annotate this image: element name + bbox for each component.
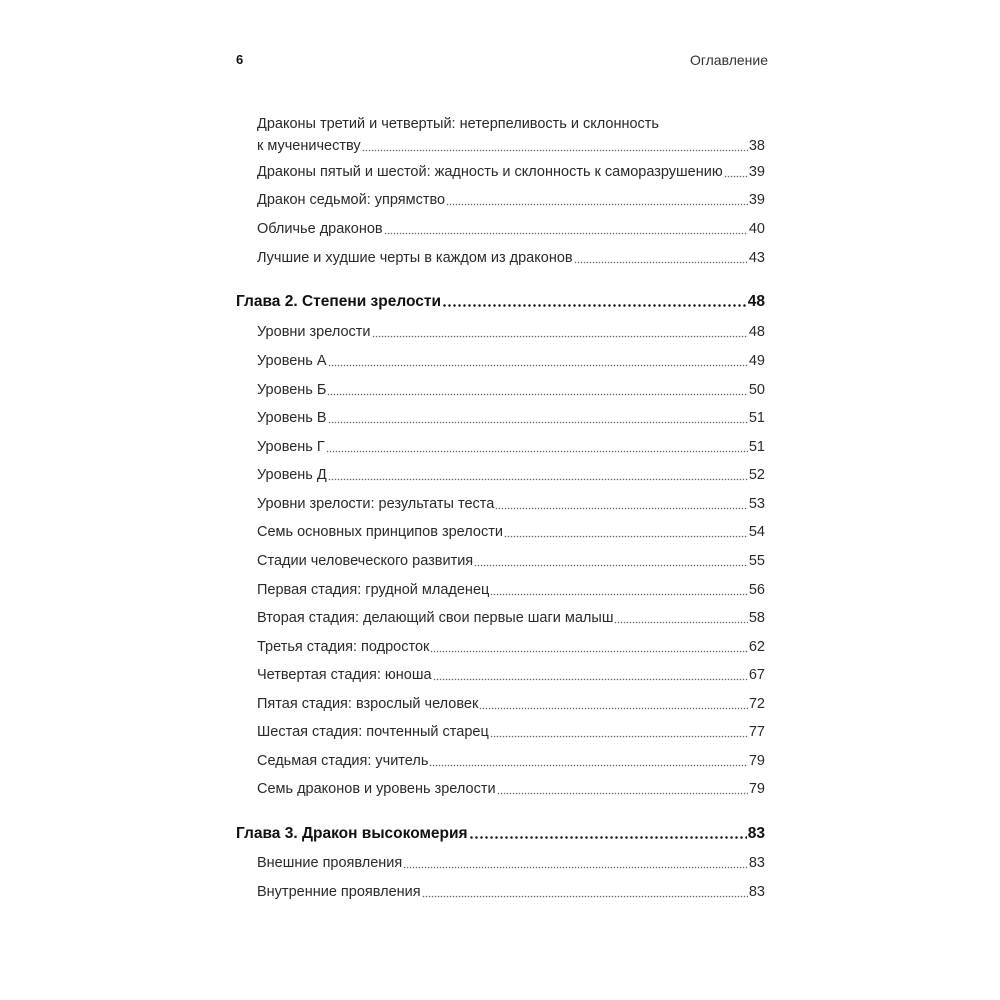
dot-leader [442, 303, 747, 308]
dot-leader [422, 894, 748, 898]
toc-entry-title-line2: к мученичеству [257, 138, 361, 154]
toc-entry-title: Уровень А [257, 353, 327, 369]
toc-entry[interactable] [257, 780, 765, 798]
toc-entry-title: Уровень Д [257, 467, 327, 483]
dot-leader [433, 677, 748, 681]
running-title: Оглавление [689, 52, 768, 68]
dot-leader [614, 620, 747, 624]
toc-entry-title: Уровень Б [257, 382, 327, 398]
toc-entry-page: 38 [748, 138, 765, 154]
dot-leader [326, 449, 748, 453]
toc-entry[interactable] [257, 638, 765, 656]
toc-entry[interactable] [257, 495, 765, 513]
dot-leader [429, 763, 747, 767]
dot-leader [490, 592, 748, 596]
toc-entry[interactable] [257, 609, 765, 627]
dot-leader [328, 363, 748, 367]
toc-entry-title: Пятая стадия: взрослый человек [257, 696, 479, 712]
toc-entry-title: Внутренние проявления [257, 884, 421, 900]
toc-entry-page: 52 [748, 467, 765, 483]
toc-entry-title: Первая стадия: грудной младенец [257, 582, 490, 598]
toc-entry-title: Уровень В [257, 410, 327, 426]
toc-entry-title: Семь драконов и уровень зрелости [257, 781, 496, 797]
toc-entry-title: Третья стадия: подросток [257, 639, 430, 655]
toc-entry[interactable] [257, 581, 765, 599]
toc-chapter-page: 48 [747, 293, 765, 310]
toc-entry-title: Седьмая стадия: учитель [257, 753, 429, 769]
dot-leader [446, 202, 748, 206]
toc-entry-page: 83 [748, 855, 765, 871]
toc-entry-title: Четвертая стадия: юноша [257, 667, 432, 683]
toc-entry[interactable] [257, 438, 765, 456]
toc-entry[interactable] [257, 752, 765, 770]
dot-leader [328, 477, 748, 481]
dot-leader [327, 392, 747, 396]
toc-entry-title: Уровни зрелости [257, 324, 371, 340]
toc-entry-title: Стадии человеческого развития [257, 553, 474, 569]
toc-entry-page: 62 [748, 639, 765, 655]
toc-entry[interactable] [257, 409, 765, 427]
page-number: 6 [236, 52, 244, 67]
toc-entry-title: Драконы пятый и шестой: жадность и склонность к саморазрушению [257, 164, 723, 180]
toc-entry-page: 51 [748, 439, 765, 455]
toc-entry-title: Шестая стадия: почтенный старец [257, 724, 489, 740]
toc-chapter-page: 83 [747, 825, 765, 842]
toc-entry[interactable] [257, 323, 765, 341]
dot-leader [474, 563, 748, 567]
toc-entry-page: 40 [748, 221, 765, 237]
toc-entry-title: Внешние проявления [257, 855, 403, 871]
toc-entry[interactable] [257, 666, 765, 684]
toc-entry-page: 39 [748, 192, 765, 208]
toc-entry-page: 53 [748, 496, 765, 512]
dot-leader [362, 148, 748, 152]
dot-leader [430, 649, 748, 653]
toc-entry-page: 58 [748, 610, 765, 626]
toc-entry-page: 39 [748, 164, 765, 180]
toc-entry[interactable] [257, 220, 765, 238]
toc-entry-title: Дракон седьмой: упрямство [257, 192, 446, 208]
toc-entry-title: Вторая стадия: делающий свои первые шаги малыш [257, 610, 614, 626]
toc-entry-page: 79 [748, 753, 765, 769]
toc-entry-title: Семь основных принципов зрелости [257, 524, 503, 540]
toc-entry-title: Уровень Г [257, 439, 325, 455]
toc-entry[interactable] [257, 523, 765, 541]
toc-chapter[interactable] [236, 825, 765, 843]
toc-entry-page: 72 [748, 696, 765, 712]
toc-entry-page: 43 [748, 250, 765, 266]
toc-entry-page: 56 [748, 582, 765, 598]
toc-chapter-title: Глава 3. Дракон высокомерия [236, 825, 468, 842]
toc-entry[interactable] [257, 723, 765, 741]
toc-entry-title: Обличье драконов [257, 221, 383, 237]
dot-leader [403, 865, 748, 869]
toc-entry[interactable] [257, 883, 765, 901]
toc-entry-page: 79 [748, 781, 765, 797]
toc-entry[interactable] [257, 466, 765, 484]
toc-entry-page: 54 [748, 524, 765, 540]
dot-leader [469, 835, 747, 840]
toc-entry-page: 83 [748, 884, 765, 900]
toc-entry-title: Уровни зрелости: результаты теста [257, 496, 495, 512]
toc-entry-page: 51 [748, 410, 765, 426]
dot-leader [384, 231, 748, 235]
toc-entry[interactable] [257, 115, 765, 155]
toc-entry-page: 55 [748, 553, 765, 569]
toc-chapter[interactable] [236, 293, 765, 311]
dot-leader [504, 534, 748, 538]
toc-entry-page: 77 [748, 724, 765, 740]
toc-entry[interactable] [257, 191, 765, 209]
dot-leader [479, 706, 748, 710]
dot-leader [495, 506, 748, 510]
toc-entry-page: 67 [748, 667, 765, 683]
toc-entry[interactable] [257, 163, 765, 181]
toc-entry-row [257, 137, 765, 155]
dot-leader [372, 334, 748, 338]
dot-leader [328, 420, 748, 424]
toc-entry-page: 49 [748, 353, 765, 369]
toc-entry[interactable] [257, 695, 765, 713]
dot-leader [724, 174, 748, 178]
toc-entry[interactable] [257, 552, 765, 570]
toc-entry-page: 50 [748, 382, 765, 398]
toc-entry[interactable] [257, 854, 765, 872]
toc-entry-title: Лучшие и худшие черты в каждом из драконов [257, 250, 573, 266]
toc-entry[interactable] [257, 352, 765, 370]
dot-leader [497, 791, 748, 795]
dot-leader [490, 734, 748, 738]
toc-entry-title-line1: Драконы третий и четвертый: нетерпеливость и склонность [257, 116, 659, 132]
toc-entry[interactable] [257, 249, 765, 267]
toc-entry-page: 48 [748, 324, 765, 340]
toc-entry[interactable] [257, 381, 765, 399]
dot-leader [574, 260, 748, 264]
toc-chapter-title: Глава 2. Степени зрелости [236, 293, 441, 310]
